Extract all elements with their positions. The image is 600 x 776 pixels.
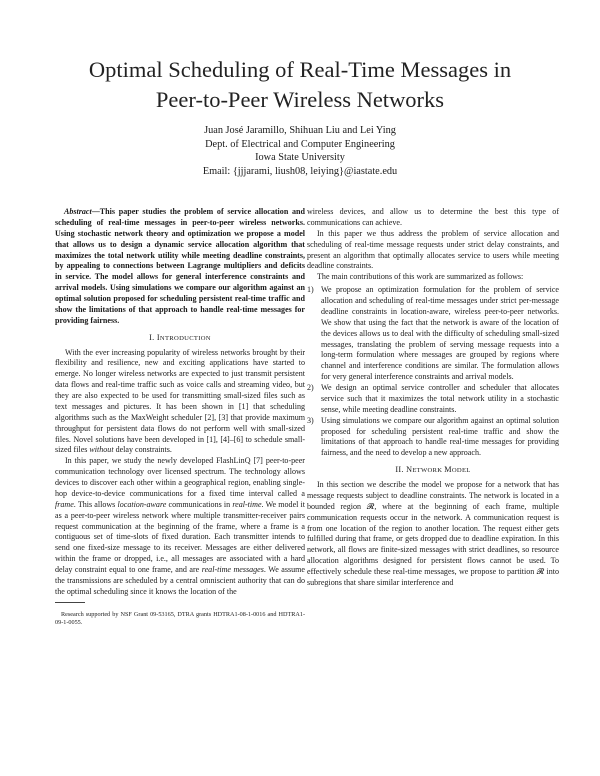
intro-paragraph-1: With the ever increasing popularity of wireless networks brought by their flexibility and resilience, new and exciting applications have started to emerge. No longer wireless networks are expected to just transmit persistent data flows and real-time traffic such as voice calls and streaming video, but they are also expected to be used for transmitting small-sized files such as text messages and pictures. It has been shown in [1] that scheduling algorithms such as the MaxWeight scheduler [2], [3] that provide maximum throughput for persistent data flows do not perform well with small-sized files. Novel solutions have been developed in [1], [4]–[6] to schedule small-sized files without delay constraints. xyxy=(55,347,305,455)
author-university: Iowa State University xyxy=(255,152,345,164)
left-column xyxy=(55,207,305,627)
section-heading-network-model: II. NETWORK MODEL xyxy=(395,465,471,475)
right-paragraph-2: The main contributions of this work are summarized as follows: xyxy=(317,272,524,282)
contributions-list xyxy=(307,285,559,459)
abstract-lead: Abstract xyxy=(64,207,92,216)
intro-paragraph-2: In this paper, we study the newly developed FlashLinQ [7] peer-to-peer communication technology over licensed spectrum. The technology allows devices to discover each other within a geographical region, enabling single-hop device-to-device communications for a fixed time interval called a frame. This allows location-aware communications in real-time. We model it as a peer-to-peer wireless network where multiple transmitter-receiver pairs request communication at the beginning of the frame, where a frame is a contiguous set of time-slots of fixed duration. Each transmitter intends to send one fixed-size message to its receiver. Messages are either delivered within the frame or dropped, i.e., all messages are associated with a hard delay constraint equal to one frame, and are real-time messages. We assume the transmissions are scheduled by a central omniscient authority that can do the optimal scheduling since it knows the location of the xyxy=(55,456,306,596)
list-item: 2) We design an optimal service controller and scheduler that allocates service such that it maximizes the total network utility in a stochastic sense, while meeting deadline constraints. xyxy=(307,383,559,414)
title-line-2: Peer-to-Peer Wireless Networks xyxy=(155,87,445,112)
right-paragraph-1: In this paper we thus address the problem of service allocation and scheduling of real-time message requests under strict delay constraints, and present an algorithm that optimally allocates service to users while meeting deadline constraints. xyxy=(307,228,559,271)
section-heading-introduction: I. INTRODUCTION xyxy=(149,332,211,342)
abstract xyxy=(55,207,305,327)
abstract-body: —This paper studies the problem of service allocation and scheduling of real-time messages in peer-to-peer wireless networks. Using stochastic network theory and optimization we propose a model that allows us to design a dynamic service allocation algorithm that maximizes the total network utility while meeting deadline constraints, by appealing to connections between Lagrange multipliers and deficits in service. The model allows for general interference constraints and arrival models. Using simulations we compare our algorithm against an optimal solution proposed for scheduling persistent real-time traffic and show the limitations of that approach to handle real-time messages for providing fairness. xyxy=(55,207,305,325)
model-paragraph-1: In this section we describe the model we propose for a network that has message requests subject to deadline constraints. The network is located in a bounded region 𝓡, where at the beginning of each frame, multiple communication requests occur in the network. A communication request is from one location of the region to another location. The request either gets fulfilled during that frame, or gets dropped due to deadline expiration. In this network, all flows are finite-sized messages with strict deadlines, so resource allocation algorithms designed for persistent flows cannot be used. To effectively schedule these real-time messages, we propose to partition 𝓡 into subregions that share similar interference and xyxy=(307,480,559,587)
author-names: Juan José Jaramillo, Shihuan Liu and Lei Ying xyxy=(204,125,396,136)
paper-title xyxy=(40,55,560,115)
list-item: 3) Using simulations we compare our algorithm against an optimal solution proposed for scheduling persistent real-time traffic and show the limitations of that approach to handle real-time messages for providing fairness, and the need to develop a new approach. xyxy=(307,415,559,458)
right-column xyxy=(307,207,559,589)
footnote: Research supported by NSF Grant 09-53165, DTRA grants HDTRA1-08-1-0016 and HDTRA1-09-1-0055. xyxy=(55,610,305,626)
right-continuation: wireless devices, and allow us to determine the best this type of communications can achieve. xyxy=(307,207,559,227)
author-block xyxy=(100,124,500,178)
title-line-1: Optimal Scheduling of Real-Time Messages in xyxy=(88,57,512,82)
footnote-rule xyxy=(55,602,85,603)
list-item: 1) We propose an optimization formulation for the problem of service allocation and scheduling of real-time messages under strict per-message deadline constraints in location-aware, wireless peer-to-peer networks. We show that using the fact that the network is aware of the location of the devices allows us to deal with the difficulty of scheduling small-sized messages, translating the problem of serving message requests into a long-term formulation where messages are grouped by regions where channel and interference conditions are similar. The formulation allows for very general interference constraints and arrival models. xyxy=(307,285,559,382)
author-dept: Dept. of Electrical and Computer Engineering xyxy=(205,138,395,150)
author-email: Email: {jjjarami, liush08, leiying}@iastate.edu xyxy=(202,165,398,177)
